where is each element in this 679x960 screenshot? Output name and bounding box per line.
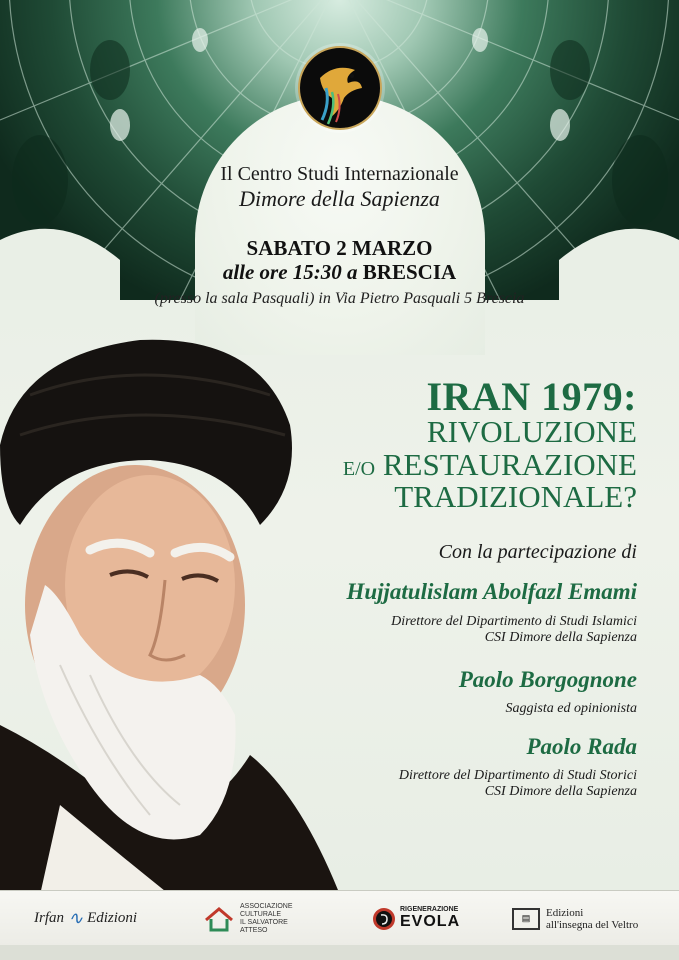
assoc-line: ATTESO <box>240 926 268 934</box>
house-icon <box>204 906 234 932</box>
speaker-role-line: CSI Dimore della Sapienza <box>484 784 637 799</box>
speaker-role <box>399 768 637 800</box>
portrait-illustration <box>0 335 360 895</box>
speaker-role-line: Direttore del Dipartimento di Studi Islamici <box>391 614 637 629</box>
event-date: SABATO 2 MARZO <box>246 236 433 260</box>
csi-logo <box>298 46 382 130</box>
associazione-text <box>240 903 293 935</box>
title-line-2: RIVOLUZIONE <box>426 414 637 449</box>
speaker-name: Paolo Rada <box>526 734 637 759</box>
veltro-line: all'insegna del Veltro <box>546 918 639 931</box>
irfan-text: Irfan <box>34 910 64 926</box>
assoc-line: CULTURALE <box>240 910 282 918</box>
veltro-logo <box>512 891 638 946</box>
simurgh-bird-icon <box>300 48 380 128</box>
title-line-3-text: RESTAURAZIONE <box>382 447 637 482</box>
event-time <box>0 260 679 285</box>
profile-emblem-icon <box>372 907 396 931</box>
veltro-line: Edizioni <box>546 906 584 919</box>
event-time-text: alle ore 15:30 a <box>222 260 358 284</box>
associazione-logo <box>204 891 293 946</box>
sponsor-footer <box>0 890 679 946</box>
veltro-emblem-icon: ▤ <box>512 908 540 930</box>
organizer-name: Dimore della Sapienza <box>239 186 440 211</box>
irfan-edizioni-logo <box>34 891 137 946</box>
title-line-1: IRAN 1979: <box>426 374 637 419</box>
footer-bottom-band <box>0 945 679 960</box>
event-venue: (presso la sala Pasquali) in Via Pietro Pasquali 5 Brescia <box>154 290 525 307</box>
title-conjunction: E/O <box>342 458 376 480</box>
speaker-role-line: CSI Dimore della Sapienza <box>484 630 637 645</box>
speaker-role <box>391 614 637 646</box>
veltro-text <box>546 907 638 931</box>
speaker-role-line: Saggista ed opinionista <box>505 701 637 716</box>
speaker-name: Paolo Borgognone <box>458 667 637 692</box>
evola-main-text: EVOLA <box>400 913 461 930</box>
swoosh-icon: ∿ <box>68 908 84 928</box>
rigenerazione-evola-logo <box>372 891 460 946</box>
organizer-line: Il Centro Studi Internazionale <box>220 163 459 185</box>
speaker-name: Hujjatulislam Abolfazl Emami <box>346 579 637 604</box>
edizioni-text: Edizioni <box>87 910 138 926</box>
title-line-3 <box>343 447 637 483</box>
assoc-line: ASSOCIAZIONE <box>240 902 293 910</box>
assoc-line: IL SALVATORE <box>240 918 288 926</box>
speakers-intro: Con la partecipazione di <box>438 541 637 563</box>
evola-top-text: RIGENERAZIONE <box>400 906 459 913</box>
evola-text <box>400 906 460 931</box>
event-city: BRESCIA <box>362 260 457 284</box>
speaker-role <box>506 701 637 717</box>
speaker-role-line: Direttore del Dipartimento di Studi Storici <box>398 768 637 783</box>
title-line-4: TRADIZIONALE? <box>394 479 637 514</box>
